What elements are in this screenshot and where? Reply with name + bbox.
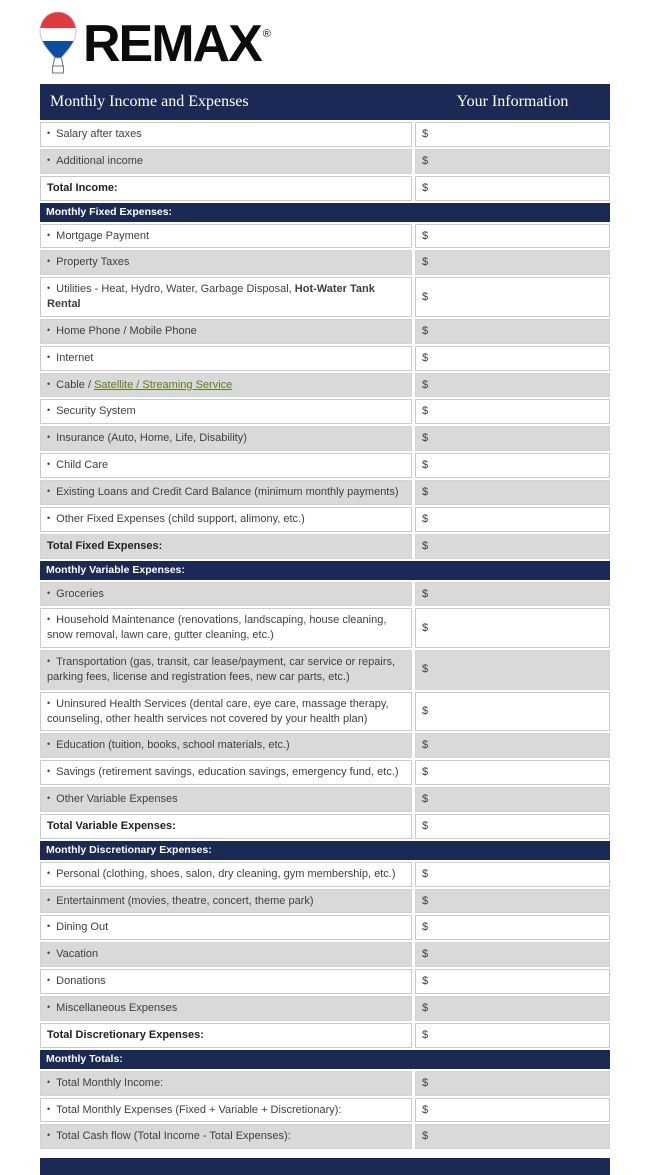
section-header: Monthly Totals: xyxy=(40,1050,610,1069)
dollar-sign: $ xyxy=(422,1103,429,1116)
dollar-sign: $ xyxy=(422,1076,429,1089)
dollar-sign: $ xyxy=(422,459,429,472)
expense-label-cell xyxy=(40,760,412,785)
expense-label-cell xyxy=(40,787,412,812)
table-row xyxy=(40,942,610,967)
expense-label: Groceries xyxy=(56,587,104,600)
expense-label-cell xyxy=(40,692,412,732)
expense-label-cell xyxy=(40,814,412,839)
footer-bar xyxy=(40,1158,610,1175)
amount-cell xyxy=(415,373,610,398)
amount-cell xyxy=(415,915,610,940)
table-row xyxy=(40,480,610,505)
table-row xyxy=(40,534,610,559)
bullet-icon: • xyxy=(47,867,51,878)
dollar-sign: $ xyxy=(422,181,429,194)
dollar-sign: $ xyxy=(422,975,429,988)
table-row xyxy=(40,149,610,174)
bullet-icon: • xyxy=(47,378,51,389)
expense-label: Additional income xyxy=(56,154,143,167)
table-row xyxy=(40,224,610,249)
expense-label: Miscellaneous Expenses xyxy=(56,1002,178,1014)
bullet-icon: • xyxy=(47,948,51,959)
amount-cell xyxy=(415,1071,610,1096)
bullet-icon: • xyxy=(47,766,51,777)
table-row xyxy=(40,1124,610,1149)
bullet-icon: • xyxy=(47,697,51,708)
expense-label: Hot-Water Tank Rental xyxy=(47,283,375,311)
table-row xyxy=(40,1071,610,1096)
amount-cell xyxy=(415,122,610,147)
expense-label-cell xyxy=(40,399,412,424)
dollar-sign: $ xyxy=(422,512,429,525)
income-expense-table xyxy=(40,84,610,1175)
table-body xyxy=(40,122,610,1149)
dollar-sign: $ xyxy=(422,378,429,391)
balloon-icon xyxy=(38,11,78,77)
amount-cell xyxy=(415,996,610,1021)
expense-label-cell xyxy=(40,650,412,690)
expense-label: Other Variable Expenses xyxy=(56,793,178,806)
dollar-sign: $ xyxy=(422,290,429,303)
amount-cell xyxy=(415,149,610,174)
bullet-icon: • xyxy=(47,432,51,443)
dollar-sign: $ xyxy=(422,351,429,364)
expense-label-cell xyxy=(40,889,412,914)
amount-cell xyxy=(415,608,610,648)
bullet-icon: • xyxy=(47,1130,51,1141)
remax-logo xyxy=(38,10,659,78)
amount-cell xyxy=(415,480,610,505)
brand-wordmark xyxy=(83,15,271,73)
expense-label-cell xyxy=(40,862,412,887)
dollar-sign: $ xyxy=(422,154,429,167)
expense-label: Salary after taxes xyxy=(56,128,142,140)
dollar-sign: $ xyxy=(422,705,429,718)
bullet-icon: • xyxy=(47,975,51,986)
expense-label: Internet xyxy=(56,351,94,364)
amount-cell xyxy=(415,692,610,732)
dollar-sign: $ xyxy=(422,539,429,552)
streaming-service-link[interactable]: Satellite / Streaming Service xyxy=(94,378,233,391)
bullet-icon: • xyxy=(47,512,51,523)
expense-label: Total Monthly Income: xyxy=(56,1076,164,1089)
expense-label: Home Phone / Mobile Phone xyxy=(56,324,197,337)
expense-label-cell xyxy=(40,373,412,398)
table-row xyxy=(40,760,610,785)
expense-label: Insurance (Auto, Home, Life, Disability) xyxy=(56,432,247,445)
expense-label-cell xyxy=(40,582,412,607)
amount-cell xyxy=(415,1098,610,1123)
expense-label: Dining Out xyxy=(56,921,109,934)
expense-label-cell xyxy=(40,942,412,967)
expense-label: Savings (retirement savings, education savings, emergency fund, etc.) xyxy=(56,766,399,779)
table-row xyxy=(40,426,610,451)
dollar-sign: $ xyxy=(422,793,429,806)
dollar-sign: $ xyxy=(422,432,429,445)
amount-cell xyxy=(415,176,610,201)
expense-label-cell xyxy=(40,1098,412,1123)
table-row xyxy=(40,250,610,275)
expense-label: Total Cash flow (Total Income - Total Expenses): xyxy=(56,1130,291,1143)
bullet-icon: • xyxy=(47,283,51,294)
bullet-icon: • xyxy=(47,894,51,905)
amount-cell xyxy=(415,277,610,317)
table-row xyxy=(40,862,610,887)
table-row xyxy=(40,507,610,532)
table-row xyxy=(40,346,610,371)
expense-label-cell xyxy=(40,224,412,249)
expense-label: Mortgage Payment xyxy=(56,229,150,242)
expense-label: Entertainment (movies, theatre, concert, theme park) xyxy=(56,894,314,907)
expense-label-cell xyxy=(40,122,412,147)
amount-cell xyxy=(415,787,610,812)
registered-trademark-icon: ® xyxy=(262,28,271,40)
bullet-icon: • xyxy=(47,587,51,598)
amount-cell xyxy=(415,346,610,371)
expense-label-cell xyxy=(40,969,412,994)
dollar-sign: $ xyxy=(422,1130,429,1143)
expense-label: Total Fixed Expenses: xyxy=(47,539,163,552)
amount-cell xyxy=(415,733,610,758)
expense-label: Other Fixed Expenses (child support, alimony, etc.) xyxy=(56,512,305,525)
dollar-sign: $ xyxy=(422,921,429,934)
expense-label: Total Variable Expenses: xyxy=(47,819,176,832)
bullet-icon: • xyxy=(47,128,51,138)
expense-label: Household Maintenance (renovations, landscaping, house cleaning, snow removal, lawn care, gutter cleaning, etc.) xyxy=(47,614,387,642)
table-row xyxy=(40,1098,610,1123)
bullet-icon: • xyxy=(47,656,51,667)
expense-label-cell xyxy=(40,346,412,371)
amount-cell xyxy=(415,224,610,249)
bullet-icon: • xyxy=(47,1076,51,1087)
expense-label-cell xyxy=(40,1124,412,1149)
amount-cell xyxy=(415,814,610,839)
dollar-sign: $ xyxy=(422,485,429,498)
dollar-sign: $ xyxy=(422,405,429,418)
bullet-icon: • xyxy=(47,485,51,496)
dollar-sign: $ xyxy=(422,1002,429,1014)
bullet-icon: • xyxy=(47,921,51,932)
dollar-sign: $ xyxy=(422,587,429,600)
dollar-sign: $ xyxy=(422,621,429,634)
dollar-sign: $ xyxy=(422,766,429,779)
amount-cell xyxy=(415,319,610,344)
expense-label-cell xyxy=(40,1071,412,1096)
bullet-icon: • xyxy=(47,1002,51,1012)
expense-label: Total Discretionary Expenses: xyxy=(47,1028,204,1041)
dollar-sign: $ xyxy=(422,229,429,242)
expense-label-cell xyxy=(40,149,412,174)
dollar-sign: $ xyxy=(422,663,429,676)
dollar-sign: $ xyxy=(422,894,429,907)
dollar-sign: $ xyxy=(422,867,429,880)
amount-cell xyxy=(415,862,610,887)
amount-cell xyxy=(415,426,610,451)
dollar-sign: $ xyxy=(422,256,429,269)
bullet-icon: • xyxy=(47,1103,51,1114)
expense-label: Existing Loans and Credit Card Balance (minimum monthly payments) xyxy=(56,485,399,498)
table-row xyxy=(40,969,610,994)
expense-label-cell xyxy=(40,1023,412,1048)
amount-cell xyxy=(415,453,610,478)
expense-label-cell xyxy=(40,426,412,451)
bullet-icon: • xyxy=(47,324,51,335)
table-row xyxy=(40,582,610,607)
amount-cell xyxy=(415,1124,610,1149)
expense-label-cell xyxy=(40,480,412,505)
bullet-icon: • xyxy=(47,459,51,470)
bullet-icon: • xyxy=(47,154,51,165)
expense-label-cell xyxy=(40,453,412,478)
expense-label: Vacation xyxy=(56,948,99,961)
table-row xyxy=(40,733,610,758)
table-row xyxy=(40,277,610,317)
amount-cell xyxy=(415,942,610,967)
bullet-icon: • xyxy=(47,256,51,267)
bullet-icon: • xyxy=(47,351,51,362)
dollar-sign: $ xyxy=(422,739,429,752)
your-information-header: Your Information xyxy=(456,93,569,110)
amount-cell xyxy=(415,1023,610,1048)
expense-label-cell xyxy=(40,176,412,201)
amount-cell xyxy=(415,969,610,994)
dollar-sign: $ xyxy=(422,819,429,832)
expense-label: Donations xyxy=(56,975,106,988)
table-row xyxy=(40,889,610,914)
expense-label-cell xyxy=(40,915,412,940)
bullet-icon: • xyxy=(47,405,51,416)
expense-label: Education (tuition, books, school materials, etc.) xyxy=(56,739,290,752)
section-header: Monthly Discretionary Expenses: xyxy=(40,841,610,860)
amount-cell xyxy=(415,507,610,532)
table-row xyxy=(40,608,610,648)
expense-label-cell xyxy=(40,507,412,532)
amount-cell xyxy=(415,582,610,607)
table-header xyxy=(40,84,610,120)
brand-name: REMAX xyxy=(83,15,261,73)
amount-cell xyxy=(415,250,610,275)
amount-cell xyxy=(415,889,610,914)
expense-label: Utilities - Heat, Hydro, Water, Garbage Disposal, xyxy=(56,283,295,296)
table-row xyxy=(40,915,610,940)
dollar-sign: $ xyxy=(422,1028,429,1041)
table-row xyxy=(40,122,610,147)
table-row xyxy=(40,399,610,424)
section-header: Monthly Variable Expenses: xyxy=(40,561,610,580)
bullet-icon: • xyxy=(47,793,51,804)
expense-label: Uninsured Health Services (dental care, eye care, massage therapy, counseling, other health services not covered by your health plan) xyxy=(47,697,389,725)
expense-label-cell xyxy=(40,319,412,344)
table-row xyxy=(40,453,610,478)
expense-label-cell xyxy=(40,534,412,559)
table-row xyxy=(40,373,610,398)
expense-label-cell xyxy=(40,250,412,275)
expense-label: Total Monthly Expenses (Fixed + Variable + Discretionary): xyxy=(56,1103,342,1116)
expense-label: Transportation (gas, transit, car lease/payment, car service or repairs, parking fees, license and registration fees, new car parts, etc.) xyxy=(47,656,396,683)
bullet-icon: • xyxy=(47,739,51,750)
bullet-icon: • xyxy=(47,614,51,625)
dollar-sign: $ xyxy=(422,128,429,140)
amount-cell xyxy=(415,534,610,559)
expense-label-cell xyxy=(40,996,412,1021)
expense-label: Total Income: xyxy=(47,181,118,194)
table-title: Monthly Income and Expenses xyxy=(50,93,249,110)
table-row xyxy=(40,814,610,839)
table-row xyxy=(40,996,610,1021)
expense-label: Property Taxes xyxy=(56,256,130,269)
section-header: Monthly Fixed Expenses: xyxy=(40,203,610,222)
dollar-sign: $ xyxy=(422,948,429,961)
expense-label-cell xyxy=(40,277,412,317)
expense-label-cell xyxy=(40,733,412,758)
expense-label: Child Care xyxy=(56,459,109,472)
amount-cell xyxy=(415,760,610,785)
table-row xyxy=(40,176,610,201)
table-row xyxy=(40,319,610,344)
table-row xyxy=(40,650,610,690)
expense-label-cell xyxy=(40,608,412,648)
expense-label: Security System xyxy=(56,405,136,418)
table-row xyxy=(40,1023,610,1048)
bullet-icon: • xyxy=(47,229,51,240)
table-row xyxy=(40,692,610,732)
expense-label: Cable / xyxy=(56,378,95,391)
table-row xyxy=(40,787,610,812)
amount-cell xyxy=(415,399,610,424)
dollar-sign: $ xyxy=(422,324,429,337)
amount-cell xyxy=(415,650,610,690)
expense-label: Personal (clothing, shoes, salon, dry cleaning, gym membership, etc.) xyxy=(56,867,396,880)
